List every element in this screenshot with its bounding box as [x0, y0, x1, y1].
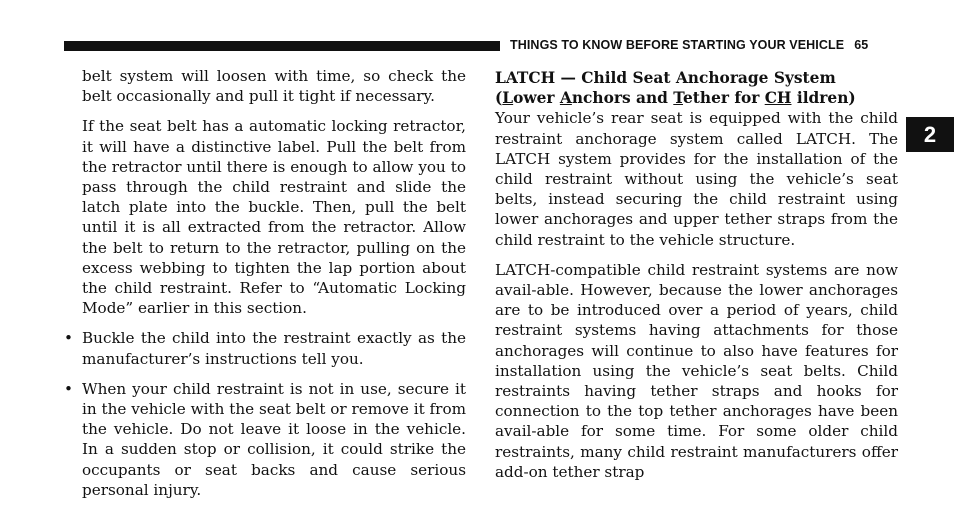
list-item: [64, 379, 466, 500]
bullet-icon: •: [64, 379, 73, 398]
list-item-text: When your child restraint is not in use, secure it in the vehicle with the seat belt or remove it from the vehicle. Do not leave it loose in the vehicle. In a sudden stop or collision, it could strike the occupants or seat backs and cause serious personal injury.: [82, 379, 466, 499]
paragraph-latch-intro: Your vehicle’s rear seat is equipped with the child restraint anchorage system called LATCH. The LATCH system provides for the installation of the child restraint without using the vehicle’s seat belts, instead securing the child restraint using lower anchorages and upper tether straps from the child restraint to the vehicle structure.: [495, 109, 898, 249]
bullet-icon: •: [64, 329, 73, 348]
paragraph-belt-loosen: belt system will loosen with time, so check the belt occasionally and pull it tight if necessary.: [82, 67, 466, 106]
running-head: [510, 38, 868, 52]
paragraph-locking-retractor: If the seat belt has a automatic locking retractor, it will have a distinctive label. Pull the belt from the retractor until there is enough to allow you to pass through the child restraint and slide the latch plate into the buckle. Then, pull the belt until it is all extracted from the retractor. Allow the belt to return to the retractor, pulling on the excess webbing to tighten the lap portion about the child restraint. Refer to “Automatic Locking Mode” earlier in this section.: [82, 117, 466, 318]
page-number: 65: [854, 38, 869, 52]
header-rule: [64, 41, 500, 51]
right-column: [495, 66, 898, 492]
list-item: [64, 328, 466, 368]
chapter-tab: 2: [906, 117, 954, 152]
list-item-text: Buckle the child into the restraint exactly as the manufacturer’s instructions tell you.: [82, 329, 466, 368]
left-column: [64, 66, 466, 510]
section-title: LATCH — Child Seat Anchorage System (Lower Anchors and Tether for CH ildren): [495, 69, 856, 108]
running-title: THINGS TO KNOW BEFORE STARTING YOUR VEHICLE: [510, 38, 845, 52]
paragraph-latch-compatible: LATCH-compatible child restraint systems are now avail-able. However, because the lower anchorages are to be introduced over a period of years, child restraint systems having attachments for those anchorages will continue to also have features for installation using the vehicle’s seat belts. Child restraints having tether straps and hooks for connection to the top tether anchorages have been avail-able for some time. For some older child restraints, many child restraint manufacturers offer add-on tether strap: [495, 260, 898, 481]
